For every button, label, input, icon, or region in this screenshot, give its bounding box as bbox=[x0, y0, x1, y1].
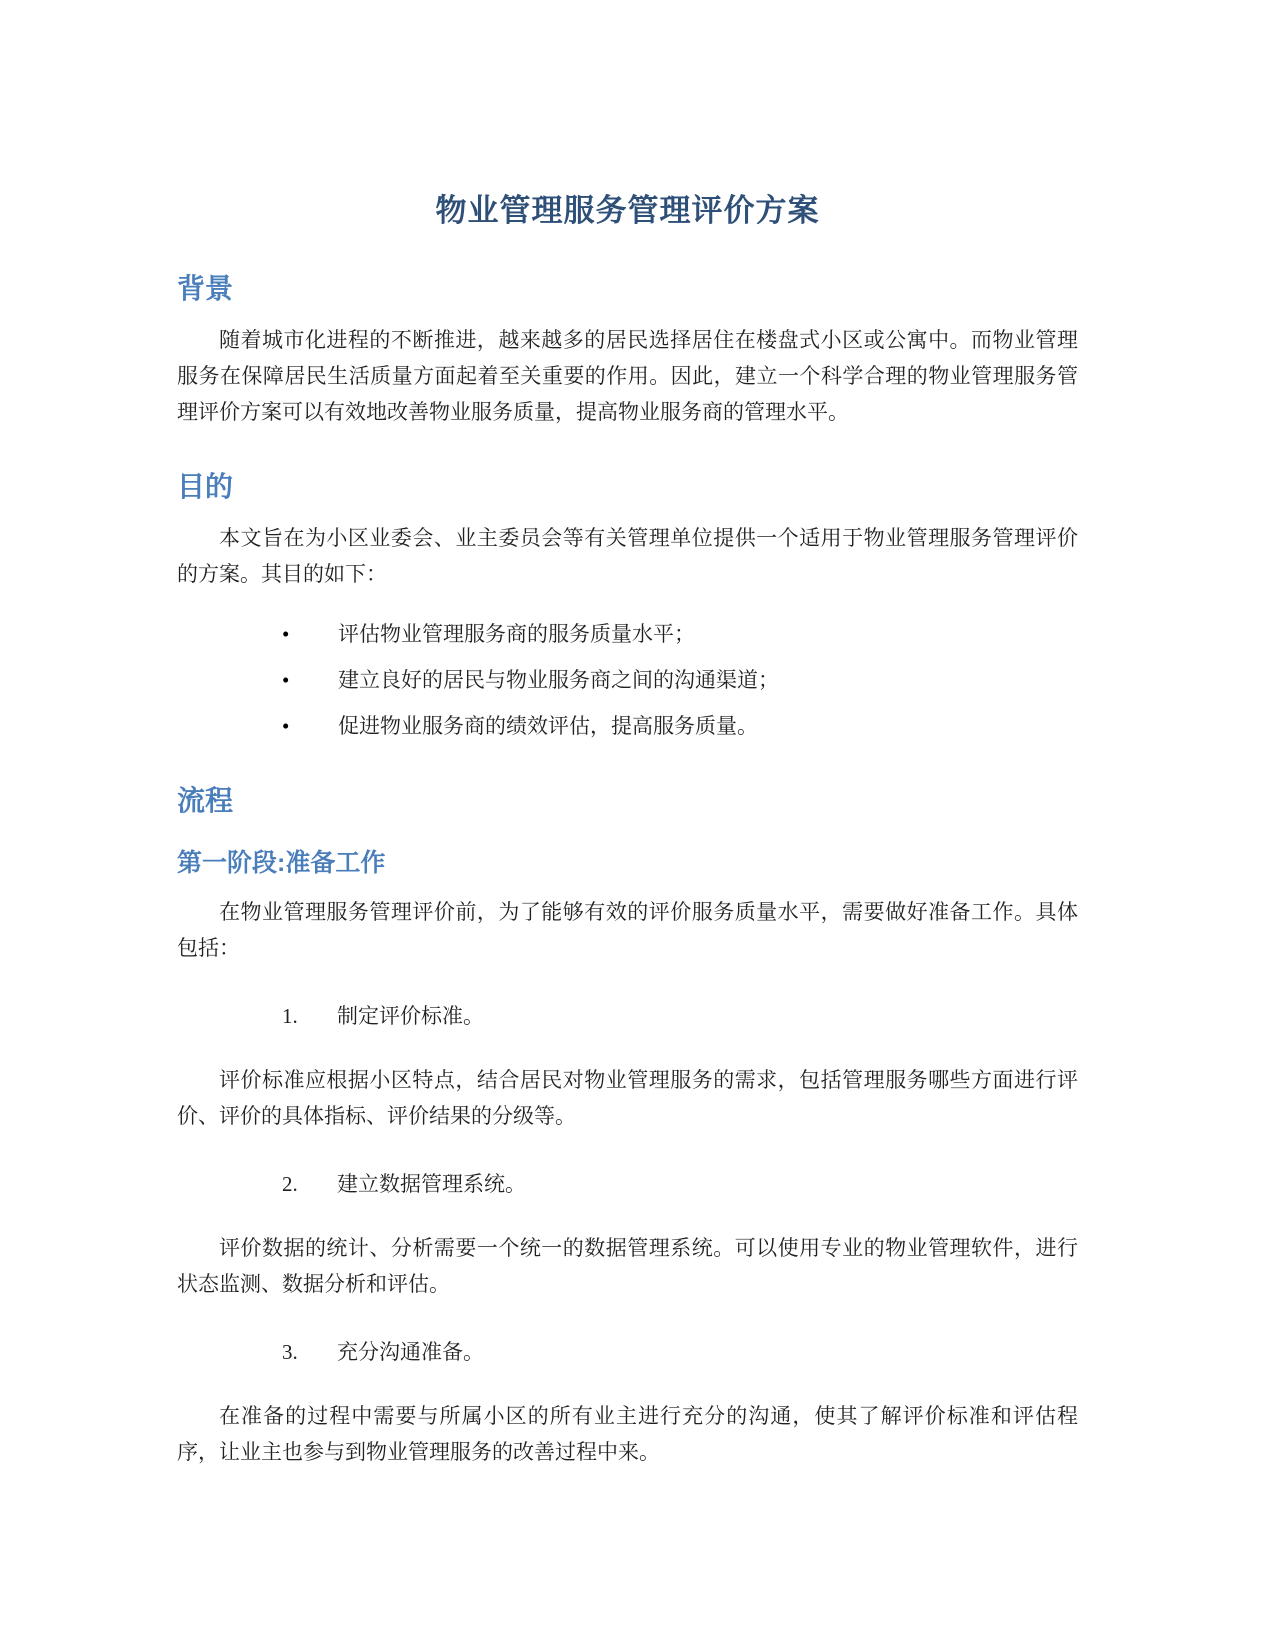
phase1-intro: 在物业管理服务管理评价前，为了能够有效的评价服务质量水平，需要做好准备工作。具体包括： bbox=[177, 900, 1078, 960]
bullet-text: 评估物业管理服务商的服务质量水平； bbox=[338, 622, 695, 646]
step-detail: 在准备的过程中需要与所属小区的所有业主进行充分的沟通，使其了解评价标准和评估程序，让业主也参与到物业管理服务的改善过程中来。 bbox=[177, 1404, 1078, 1464]
step-title: 充分沟通准备。 bbox=[337, 1340, 484, 1364]
phase1-subheading: 第一阶段:准备工作 bbox=[177, 849, 386, 877]
step-detail: 评价数据的统计、分析需要一个统一的数据管理系统。可以使用专业的物业管理软件，进行状态监测、数据分析和评估。 bbox=[177, 1236, 1078, 1296]
section-background bbox=[177, 270, 1078, 430]
step-number: 3. bbox=[282, 1340, 298, 1364]
bullet-item bbox=[177, 662, 1078, 698]
bullet-text: 建立良好的居民与物业服务商之间的沟通渠道； bbox=[338, 668, 779, 692]
step-title: 建立数据管理系统。 bbox=[337, 1172, 526, 1196]
bullet-item bbox=[177, 708, 1078, 744]
step-item bbox=[177, 1166, 1078, 1202]
bullet-icon: • bbox=[282, 668, 290, 692]
step-number: 2. bbox=[282, 1172, 298, 1196]
section-purpose bbox=[177, 468, 1078, 744]
page-title: 物业管理服务管理评价方案 bbox=[435, 193, 820, 228]
step-item bbox=[177, 998, 1078, 1034]
step-title: 制定评价标准。 bbox=[337, 1004, 484, 1028]
step-item bbox=[177, 1334, 1078, 1370]
step-number: 1. bbox=[282, 1004, 298, 1028]
purpose-intro: 本文旨在为小区业委会、业主委员会等有关管理单位提供一个适用于物业管理服务管理评价的方案。其目的如下： bbox=[177, 526, 1078, 586]
section-process bbox=[177, 782, 1078, 1470]
bullet-item bbox=[177, 616, 1078, 652]
purpose-bullet-list bbox=[177, 616, 1078, 744]
step-detail: 评价标准应根据小区特点，结合居民对物业管理服务的需求，包括管理服务哪些方面进行评价、评价的具体指标、评价结果的分级等。 bbox=[177, 1068, 1078, 1128]
bullet-icon: • bbox=[282, 714, 290, 738]
bullet-text: 促进物业服务商的绩效评估，提高服务质量。 bbox=[338, 714, 758, 738]
bullet-icon: • bbox=[282, 622, 290, 646]
purpose-heading: 目的 bbox=[177, 471, 234, 502]
background-heading: 背景 bbox=[177, 273, 234, 304]
background-paragraph: 随着城市化进程的不断推进，越来越多的居民选择居住在楼盘式小区或公寓中。而物业管理服务在保障居民生活质量方面起着至关重要的作用。因此，建立一个科学合理的物业管理服务管理评价方案可以有效地改善物业服务质量，提高物业服务商的管理水平。 bbox=[177, 328, 1078, 424]
process-heading: 流程 bbox=[177, 785, 234, 816]
